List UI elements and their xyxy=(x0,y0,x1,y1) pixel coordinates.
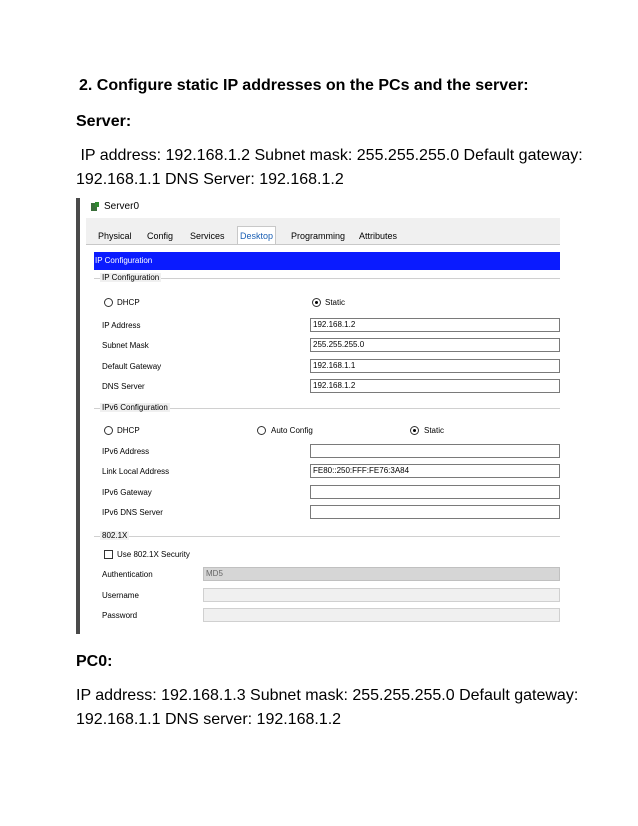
server-config-screenshot xyxy=(76,198,560,634)
ipv4-dhcp-label: DHCP xyxy=(117,298,140,307)
use-8021x-label: Use 802.1X Security xyxy=(117,550,190,559)
ipv6-address-label: IPv6 Address xyxy=(102,447,150,456)
ipv6-address-input[interactable] xyxy=(310,444,560,458)
ip-config-titlebar: IP Configuration xyxy=(94,252,560,270)
link-local-label: Link Local Address xyxy=(102,467,170,476)
device-window xyxy=(86,218,560,634)
default-gateway-label: Default Gateway xyxy=(102,362,162,371)
ipv4-static-radio[interactable] xyxy=(312,298,321,307)
tab-programming[interactable]: Programming xyxy=(291,231,346,241)
ipv6-dhcp-radio[interactable] xyxy=(104,426,113,435)
ipv6-dns-input[interactable] xyxy=(310,505,560,519)
tab-services[interactable]: Services xyxy=(190,231,225,241)
server-line-2: 192.168.1.1 DNS Server: 192.168.1.2 xyxy=(76,171,344,188)
pc0-line-2: 192.168.1.1 DNS server: 192.168.1.2 xyxy=(76,711,342,728)
default-gateway-input[interactable]: 192.168.1.1 xyxy=(310,359,560,373)
ipv6-dhcp-label: DHCP xyxy=(117,426,140,435)
window-left-edge xyxy=(76,198,80,634)
tab-physical[interactable]: Physical xyxy=(98,231,132,241)
tab-attributes[interactable]: Attributes xyxy=(359,231,398,241)
ipv4-static-label: Static xyxy=(325,298,346,307)
tab-config[interactable]: Config xyxy=(147,231,174,241)
subnet-mask-label: Subnet Mask xyxy=(102,341,149,350)
ip-address-label: IP Address xyxy=(102,321,141,330)
authentication-label: Authentication xyxy=(102,570,153,579)
ipv6-gateway-label: IPv6 Gateway xyxy=(102,488,152,497)
authentication-select[interactable]: MD5 xyxy=(203,567,560,581)
ipv6-auto-radio[interactable] xyxy=(257,426,266,435)
pc0-heading: PC0: xyxy=(76,653,113,670)
ipv6-auto-label: Auto Config xyxy=(271,426,313,435)
username-input[interactable] xyxy=(203,588,560,602)
pc0-line-1: IP address: 192.168.1.3 Subnet mask: 255.255.255.0 Default gateway: xyxy=(76,687,579,704)
server-heading: Server: xyxy=(76,113,132,130)
ipv4-dhcp-radio[interactable] xyxy=(104,298,113,307)
ipv6-static-label: Static xyxy=(424,426,445,435)
server-line-1: IP address: 192.168.1.2 Subnet mask: 255.255.255.0 Default gateway: xyxy=(76,147,583,164)
ipv6-static-radio[interactable] xyxy=(410,426,419,435)
subnet-mask-input[interactable]: 255.255.255.0 xyxy=(310,338,560,352)
password-input[interactable] xyxy=(203,608,560,622)
dns-server-label: DNS Server xyxy=(102,382,145,391)
tab-bar xyxy=(86,228,560,244)
window-title: Server0 xyxy=(104,201,140,212)
username-label: Username xyxy=(102,591,139,600)
dot1x-group-label: 802.1X xyxy=(102,531,128,540)
ipv6-dns-label: IPv6 DNS Server xyxy=(102,508,163,517)
link-local-input[interactable]: FE80::250:FFF:FE76:3A84 xyxy=(310,464,560,478)
tab-desktop[interactable]: Desktop xyxy=(237,226,276,245)
ipv6-group-label: IPv6 Configuration xyxy=(102,403,168,412)
ipv6-gateway-input[interactable] xyxy=(310,485,560,499)
section-heading: 2. Configure static IP addresses on the PCs and the server: xyxy=(79,77,529,94)
dns-server-input[interactable]: 192.168.1.2 xyxy=(310,379,560,393)
window-titlebar xyxy=(80,198,560,218)
server-icon xyxy=(90,202,100,212)
password-label: Password xyxy=(102,611,138,620)
use-8021x-checkbox[interactable] xyxy=(104,550,113,559)
ipv4-group-label: IP Configuration xyxy=(102,273,160,282)
ip-address-input[interactable]: 192.168.1.2 xyxy=(310,318,560,332)
